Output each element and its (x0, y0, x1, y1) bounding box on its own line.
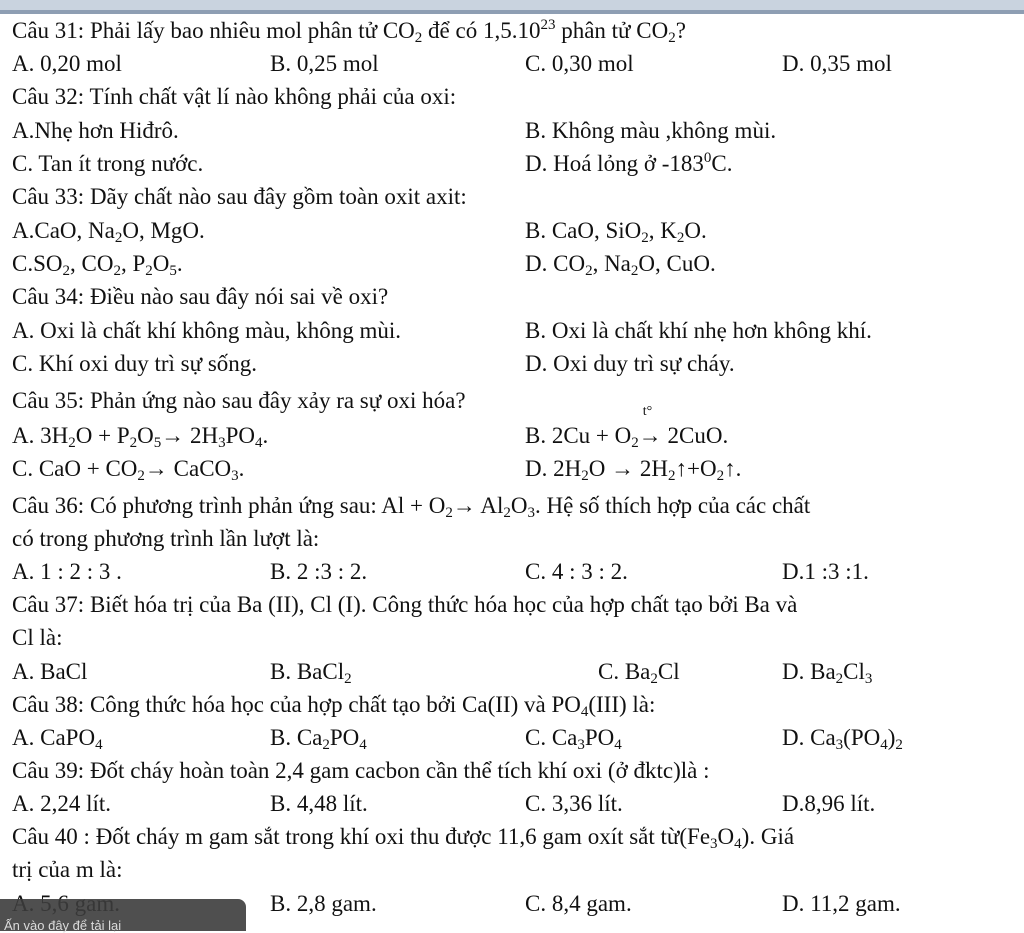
question-35-options-ab (0, 404, 1024, 453)
option-b: B. BaCl$_2$ (270, 659, 352, 687)
option-a: A. 1 : 2 : 3 . (12, 559, 122, 584)
option-a: A. $3H_2O + P_2O_5\to 2H_3PO_4$. (12, 423, 269, 451)
option-b: B. 4,48 lít. (270, 791, 368, 816)
top-border (0, 0, 1024, 10)
option-c: C. 4 : 3 : 2. (525, 559, 628, 584)
reload-overlay-button[interactable] (0, 899, 246, 931)
question-31-stem: Câu 31: Phải lấy bao nhiêu mol phân tử $CO_2$ để có 1,5.10$^{23}$ phân tử $CO_2$? (12, 17, 686, 46)
option-c: C. Khí oxi duy trì sự sống. (12, 351, 258, 376)
question-36-options (0, 555, 1024, 589)
option-a: A.Nhẹ hơn Hiđrô. (12, 118, 179, 143)
question-32-options-ab (0, 114, 1024, 148)
option-d: D.8,96 lít. (782, 791, 876, 816)
option-b: B. $Ca_2PO_4$ (270, 725, 367, 753)
option-b: B. 2 :3 : 2. (270, 559, 368, 584)
question-36-stem-cont: có trong phương trình lần lượt là: (12, 526, 320, 551)
option-d: D. $CO_2$, $Na_2O$, CuO. (525, 251, 716, 279)
question-34-options-cd (0, 347, 1024, 381)
question-38-options (0, 721, 1024, 755)
question-37-options (0, 655, 1024, 689)
option-a: A. BaCl (12, 659, 88, 684)
question-37-stem-cont: Cl là: (12, 625, 63, 650)
option-c: $C.SO_2$, $CO_2$, $P_2O_5$. (12, 251, 183, 279)
option-a: A. CaPO$_4$ (12, 725, 103, 753)
question-33-options-cd (0, 247, 1024, 281)
question-32-stem: Câu 32: Tính chất vật lí nào không phải của oxi: (12, 84, 457, 109)
question-33-stem: Câu 33: Dãy chất nào sau đây gồm toàn oxit axit: (12, 184, 467, 209)
reload-overlay-label: Ấn vào đây để tải lại (4, 918, 122, 933)
option-b: B. Không màu ,không mùi. (525, 118, 777, 143)
option-b: B. 2,8 gam. (270, 891, 377, 916)
option-d: D. 0,35 mol (782, 51, 892, 76)
question-35-stem: Câu 35: Phản ứng nào sau đây xảy ra sự oxi hóa? (12, 388, 466, 413)
option-d: D. 11,2 gam. (782, 891, 901, 916)
option-b: B. CaO, SiO$_2$, $K_2O$. (525, 218, 707, 246)
question-40-stem: Câu 40 : Đốt cháy m gam sắt trong khí oxi thu được 11,6 gam oxít sắt $từ(Fe_3O_4)$. Giá (12, 824, 795, 852)
option-c: C. 8,4 gam. (525, 891, 632, 916)
option-a: A.CaO, $Na_2O$, MgO. (12, 218, 205, 246)
heat-condition-label: t° (642, 404, 653, 419)
option-d: D.1 :3 :1. (782, 559, 869, 584)
option-c: C. 3,36 lít. (525, 791, 623, 816)
option-c: C. 0,30 mol (525, 51, 634, 76)
option-b: B. 0,25 mol (270, 51, 379, 76)
question-34-stem: Câu 34: Điều nào sau đây nói sai về oxi? (12, 284, 389, 309)
option-c: C. $Ba_2Cl$ (598, 659, 680, 687)
question-32-options-cd (0, 147, 1024, 181)
option-d: D. Hoá lỏng ở $-183^0C$. (525, 150, 733, 176)
option-c: C. Tan ít trong nước. (12, 151, 204, 176)
question-38-stem: Câu 38: Công thức hóa học của hợp chất tạo bởi Ca(II) và $PO_4(III)$ là: (12, 692, 656, 720)
question-34-options-ab (0, 314, 1024, 348)
option-b: B. Oxi là chất khí nhẹ hơn không khí. (525, 318, 872, 343)
question-35-options-cd (0, 452, 1024, 486)
question-40-stem-cont: trị của m là: (12, 857, 123, 882)
option-c: C. CaO + $CO_2\to$ CaCO$_3$. (12, 456, 245, 484)
option-d: D. $Ba_2Cl_3$ (782, 659, 873, 687)
option-a: A. Oxi là chất khí không màu, không mùi. (12, 318, 402, 343)
option-d: D. Oxi duy trì sự cháy. (525, 351, 735, 376)
option-d: D. $Ca_3(PO_4)_2$ (782, 725, 903, 753)
option-b: B. $2Cu + O_2$ t° → 2CuO. (525, 404, 729, 451)
option-c: C. $Ca_3PO_4$ (525, 725, 622, 753)
option-a: A. 2,24 lít. (12, 791, 112, 816)
question-36-stem: Câu 36: Có phương trình phản ứng sau: $Al + O_2\to Al_2O_3$. Hệ số thích hợp của các chất (12, 493, 811, 521)
question-31-options (0, 47, 1024, 81)
option-a: A. 0,20 mol (12, 51, 122, 76)
question-33-options-ab (0, 214, 1024, 248)
question-39-stem: Câu 39: Đốt cháy hoàn toàn 2,4 gam cacbon cần thể tích khí oxi (ở đktc)là : (12, 758, 710, 783)
question-37-stem: Câu 37: Biết hóa trị của Ba (II), Cl (I). Công thức hóa học của hợp chất tạo bởi Ba và (12, 592, 798, 617)
question-39-options (0, 787, 1024, 821)
option-d: D. $2H_2O$ → $2H_2↑+O_2↑$. (525, 456, 742, 484)
